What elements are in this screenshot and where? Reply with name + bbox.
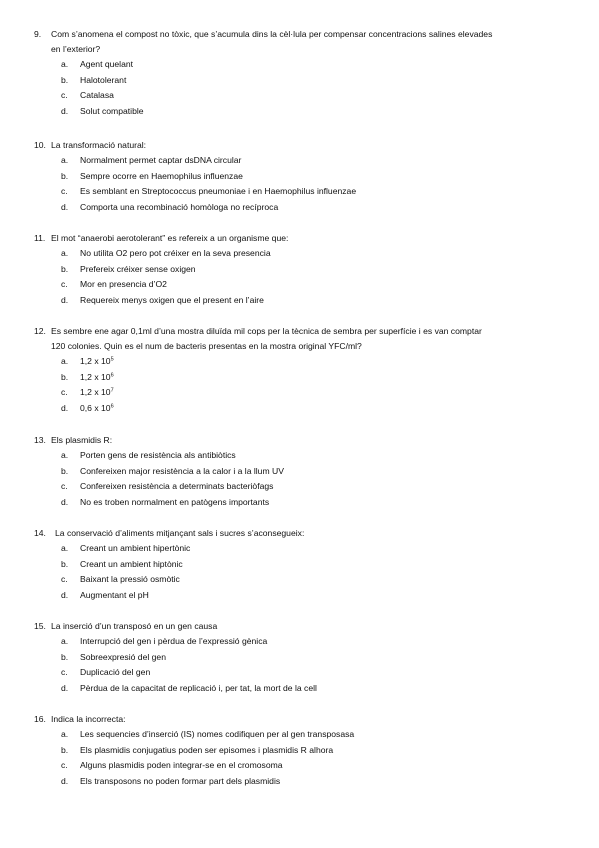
option-letter: b. [61, 74, 69, 85]
option-text: Baixant la pressió osmòtic [80, 574, 180, 584]
option-item [0, 246, 599, 262]
option-base: 1,2 x 10 [80, 387, 111, 397]
option-letter: b. [61, 651, 69, 662]
option-exponent: 7 [110, 387, 114, 394]
option-text: Prefereix créixer sense oxigen [80, 263, 196, 274]
question-number: 12. [34, 326, 46, 336]
option-letter: c. [61, 90, 68, 100]
option-letter: c. [61, 279, 68, 289]
option-letter: a. [61, 636, 69, 646]
options-list [0, 448, 599, 510]
option-text: Catalasa [80, 90, 114, 100]
option-exponent: 6 [110, 372, 114, 378]
option-item [0, 57, 599, 73]
option-base: 1,2 x 10 [80, 356, 111, 366]
option-letter: c. [61, 387, 68, 397]
option-text: No es troben normalment en patògens importants [80, 496, 270, 507]
option-item [0, 557, 599, 573]
option-item [0, 354, 599, 370]
option-item [0, 650, 599, 666]
option-text: Confereixen major resistència a la calor i a la llum UV [80, 465, 284, 476]
option-text: Les sequencies d’inserció (IS) nomes codifiquen per al gen transposasa [80, 729, 355, 739]
question-14 [0, 526, 599, 603]
option-letter: b. [61, 558, 69, 569]
question-number: 11. [34, 233, 46, 243]
option-value [80, 370, 114, 386]
option-letter: a. [61, 543, 69, 553]
option-text: Solut compatible [80, 105, 144, 116]
option-item [0, 681, 599, 697]
option-item [0, 634, 599, 650]
option-letter: b. [61, 371, 69, 382]
option-text: Sempre ocorre en Haemophilus influenzae [80, 170, 243, 181]
option-letter: c. [61, 574, 68, 584]
option-text: Creant un ambient hipertònic [80, 543, 191, 553]
option-item [0, 588, 599, 604]
question-text: Indica la incorrecta: [51, 714, 126, 724]
question-16 [0, 712, 599, 789]
option-text: Els plasmidis conjugatius poden ser episomes i plasmidis R alhora [80, 744, 334, 755]
option-letter: d. [61, 775, 69, 786]
question-number: 10. [34, 140, 46, 150]
option-text: No utilita O2 pero pot créixer en la seva presencia [80, 248, 271, 258]
option-letter: c. [61, 481, 68, 491]
option-text: Es semblant en Streptococcus pneumoniae i en Haemophilus influenzae [80, 186, 357, 196]
option-letter: a. [61, 450, 69, 460]
option-value [80, 354, 114, 370]
question-text: Com s’anomena el compost no tòxic, que s’acumula dins la cèl·lula per compensar concentracions salines elevades [51, 29, 493, 39]
option-exponent: 5 [110, 356, 114, 363]
option-item [0, 572, 599, 588]
option-item [0, 464, 599, 480]
question-text: Els plasmidis R: [51, 435, 113, 445]
option-item [0, 184, 599, 200]
option-item [0, 153, 599, 169]
option-item [0, 73, 599, 89]
option-base: 1,2 x 10 [80, 371, 111, 382]
options-list [0, 727, 599, 789]
option-text: Duplicació del gen [80, 667, 151, 677]
option-item [0, 448, 599, 464]
option-letter: d. [61, 682, 69, 693]
option-item [0, 88, 599, 104]
option-letter: a. [61, 248, 69, 258]
option-text: Augmentant el pH [80, 589, 149, 600]
option-letter: a. [61, 59, 69, 69]
option-item [0, 743, 599, 759]
question-text: La inserció d’un transposó en un gen causa [51, 621, 218, 631]
option-text: Agent quelant [80, 59, 134, 69]
options-list [0, 246, 599, 308]
option-item [0, 479, 599, 495]
option-letter: c. [61, 186, 68, 196]
option-letter: b. [61, 263, 69, 274]
option-item [0, 541, 599, 557]
options-list [0, 57, 599, 119]
question-number: 13. [34, 435, 46, 445]
question-text: La transformació natural: [51, 140, 147, 150]
question-12 [0, 324, 599, 416]
question-number: 16. [34, 714, 46, 724]
option-letter: c. [61, 760, 68, 770]
option-exponent: 6 [110, 403, 114, 409]
option-item [0, 727, 599, 743]
options-list [0, 541, 599, 603]
options-list [0, 634, 599, 696]
option-letter: b. [61, 744, 69, 755]
option-letter: d. [61, 105, 69, 116]
question-text-continued: 120 colonies. Quin es el num de bacteris presentas en la mostra original YFC/ml? [51, 341, 362, 351]
option-letter: d. [61, 402, 69, 413]
question-10 [0, 138, 599, 215]
option-item [0, 385, 599, 401]
option-item [0, 758, 599, 774]
question-text: El mot “anaerobi aerotolerant” es refereix a un organisme que: [51, 233, 289, 243]
option-letter: d. [61, 201, 69, 212]
option-letter: d. [61, 589, 69, 600]
option-item [0, 293, 599, 309]
option-letter: c. [61, 667, 68, 677]
option-text: Confereixen resistència a determinats bacteriòfags [80, 481, 274, 491]
option-text: Creant un ambient hiptònic [80, 558, 183, 569]
option-item [0, 200, 599, 216]
option-item [0, 370, 599, 386]
options-list [0, 153, 599, 215]
option-item [0, 774, 599, 790]
option-item [0, 277, 599, 293]
question-11 [0, 231, 599, 308]
option-text: Normalment permet captar dsDNA circular [80, 155, 242, 165]
option-letter: d. [61, 496, 69, 507]
option-text: Alguns plasmidis poden integrar-se en el cromosoma [80, 760, 283, 770]
question-9 [0, 27, 599, 119]
option-letter: a. [61, 155, 69, 165]
option-item [0, 169, 599, 185]
option-text: Sobreexpresió del gen [80, 651, 166, 662]
option-text: Interrupció del gen i pèrdua de l’expressió gènica [80, 636, 268, 646]
option-base: 0,6 x 10 [80, 402, 111, 413]
question-text: Es sembre ene agar 0,1ml d’una mostra diluïda mil cops per la tècnica de sembra per superfície i es van comptar [51, 326, 482, 336]
option-text: Porten gens de resistència als antibiòtics [80, 450, 236, 460]
option-value [80, 385, 114, 401]
option-text: Requereix menys oxigen que el present en l’aire [80, 294, 264, 305]
option-letter: b. [61, 465, 69, 476]
question-number: 15. [34, 621, 46, 631]
question-number: 14. [34, 528, 46, 538]
option-text: Pèrdua de la capacitat de replicació i, per tat, la mort de la cell [80, 682, 317, 693]
option-letter: b. [61, 170, 69, 181]
option-text: Comporta una recombinació homòloga no recíproca [80, 201, 279, 212]
question-text-continued: en l’exterior? [51, 44, 101, 54]
option-item [0, 104, 599, 120]
option-item [0, 262, 599, 278]
option-item [0, 401, 599, 417]
option-text: Mor en presencia d’O2 [80, 279, 167, 289]
question-15 [0, 619, 599, 696]
question-13 [0, 433, 599, 510]
option-text: Halotolerant [80, 74, 127, 85]
option-value [80, 401, 114, 417]
question-text: La conservació d’aliments mitjançant sals i sucres s’aconsegueix: [55, 528, 305, 538]
option-letter: d. [61, 294, 69, 305]
option-item [0, 665, 599, 681]
option-text: Els transposons no poden formar part dels plasmidis [80, 775, 281, 786]
option-letter: a. [61, 356, 69, 366]
option-item [0, 495, 599, 511]
option-letter: a. [61, 729, 69, 739]
question-number: 9. [34, 29, 42, 39]
options-list [0, 354, 599, 416]
